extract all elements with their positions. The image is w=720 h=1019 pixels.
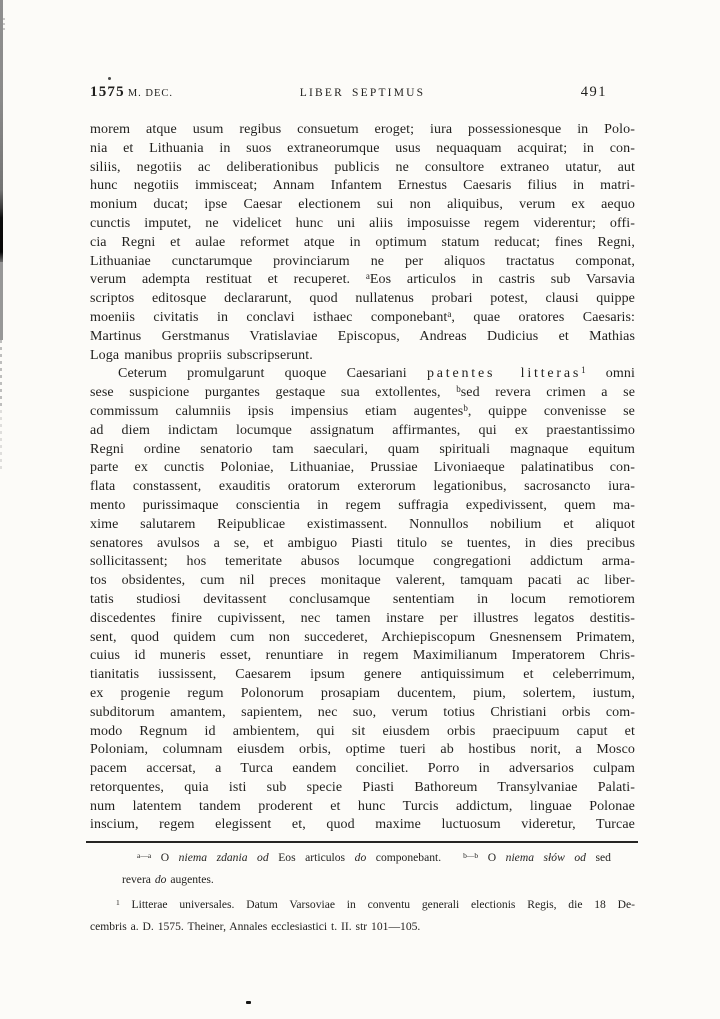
text-segment: pacem accersat, a Turca eandem conciliet. Porro in adversarios culpam: [90, 761, 635, 777]
text-line: [90, 328, 635, 347]
text-line: [122, 869, 611, 891]
paragraph-2: [90, 365, 635, 835]
text-segment: tos obsidentes, cum nil preces monitaque valerent, tamquam pacati ac liber-: [90, 573, 635, 589]
text-segment: moeniis civitatis in conclavi isthaec componebant: [90, 309, 448, 325]
text-segment: morem atque usum regibus consuetum eroget; iura possessionesque in Polo-: [90, 122, 635, 137]
ink-speck-bottom: [246, 1001, 251, 1004]
text-segment: mento purissimaque conscientia in regem suffragia expedivissent, quem ma-: [90, 497, 635, 513]
text-segment: Lithuaniae cunctarumque provinciarum ne per aliquos tractatus componat,: [90, 253, 635, 269]
text-segment: hunc negotiis immisceat; Annam Infantem Ernestus Caesaris filius in matri-: [90, 178, 635, 194]
text-line: [90, 516, 635, 535]
text-segment: xime salutarem Reipublicae existimassent. Nonnullos nobilium et aliquot: [90, 516, 635, 532]
text-segment: Regni ordine senatorio tam saeculari, quam spirituali magnaque equitum: [90, 441, 635, 457]
text-segment: sese suspicione purgantes gestaque sua extollentes,: [90, 385, 457, 401]
text-line: [90, 591, 635, 610]
text-segment: nia et Lithuania in suos extraneorumque usus nequaquam acquirat; in con-: [90, 140, 635, 156]
text-segment: commissum calumniis ipsis impensius etiam augentes: [90, 403, 464, 419]
text-segment: Ceterum promulgarunt quoque Caesariani: [118, 366, 427, 382]
text-line: [90, 497, 635, 516]
text-segment: cia Regni et aulae reformet atque in optimum statum reducat; fines Regni,: [90, 234, 635, 250]
text-segment: O: [151, 851, 179, 864]
text-segment: do: [154, 872, 167, 886]
text-segment: siliis, negotiis ac deliberationibus publicis ne consultore extraneo utatur, aut: [90, 159, 635, 175]
footnote-marker: a: [365, 271, 370, 282]
text-segment: componebant.: [366, 851, 442, 864]
text-line: [90, 610, 635, 629]
footnote-marker: b—b: [463, 850, 479, 860]
text-segment: augentes.: [166, 872, 214, 886]
text-line: [90, 760, 635, 779]
text-segment: Poloniam, columnam eiusdem orbis, optime tueri ab hostibus norit, a Mosco: [90, 742, 635, 758]
footnote-reference: [90, 894, 635, 938]
footnote-marker: a—a: [137, 850, 152, 860]
text-line: [90, 347, 635, 366]
text-segment: Eos articulos: [268, 851, 355, 864]
text-line: [90, 253, 635, 272]
text-segment: sent, quod quidem cum non succederet, Archiepiscopum Gnesnensem Primatem,: [90, 629, 635, 645]
text-line: [90, 629, 635, 648]
text-line: [90, 741, 635, 760]
text-segment: sed: [585, 851, 611, 864]
text-segment: scriptos editosque declararunt, quod nullatenus probari potest, clausi quippe: [90, 291, 635, 307]
text-line: [90, 215, 635, 234]
scan-edge-artifact-ticks: [3, 18, 5, 32]
text-segment: O: [478, 851, 506, 864]
text-line: [90, 159, 635, 178]
footnote-marker: 1: [116, 897, 120, 907]
text-line: [90, 685, 635, 704]
footnote-marker: b: [456, 384, 461, 395]
text-segment: , quae oratores Caesaris:: [451, 309, 635, 325]
text-line: [90, 723, 635, 742]
text-segment: cuius id muneris esset, renuntiare in regem Maximilianum Imperatorem Chris-: [90, 648, 635, 664]
text-segment: sed revera crimen a se: [460, 385, 636, 401]
text-line: [90, 309, 635, 328]
text-line: [90, 647, 635, 666]
text-segment: patentes litteras: [426, 366, 582, 382]
text-segment: modo Regnum id ambientem, qui sit eiusdem orbis praecipuum caput et: [90, 723, 635, 739]
text-line: [90, 916, 635, 938]
text-segment: flata constassent, exauditis oratorum exterorum legationibus, sacrosancto iura-: [90, 479, 635, 495]
text-line: [90, 816, 635, 835]
text-line: [90, 478, 635, 497]
header-date: [90, 83, 265, 101]
page-header: [90, 83, 635, 101]
scan-edge-artifact-dashes: [0, 340, 2, 410]
text-line: [90, 535, 635, 554]
text-segment: [90, 907, 116, 908]
text-line: [90, 441, 635, 460]
footnote-editorial: [122, 847, 611, 891]
text-line: [90, 196, 635, 215]
scan-edge-artifact-dashes-faint: [0, 410, 2, 470]
text-segment: do: [354, 851, 367, 864]
text-segment: tatis studiosi devitassent conclusamque sententiam in locum remotiorem: [90, 591, 635, 607]
paragraph-1: [90, 121, 635, 365]
text-line: [90, 572, 635, 591]
text-segment: ex progenie regum Polonorum prosapiam ducentem, pium, solertem, iustum,: [90, 685, 635, 701]
text-segment: Eos articulos in castris sub Varsavia: [369, 272, 635, 288]
text-line: [90, 422, 635, 441]
text-segment: revera: [122, 872, 155, 886]
text-segment: Litterae universales. Datum Varsoviae in conventu generali electionis Regis, die 18 De-: [119, 898, 635, 911]
text-segment: Loga manibus propriis subscripserunt.: [90, 347, 313, 363]
text-segment: discedentes finire cupivissent, nec tamen instare per illustres legatos destitis-: [90, 610, 635, 626]
header-month-label: M. DEC.: [127, 88, 174, 99]
text-segment: senatores avulsos a se, et ambiguo Piasti titulo se tuentes, in dies precibus: [90, 535, 635, 551]
text-segment: sollicitassent; hos temeritate abusos locumque congregationi addictum arma-: [90, 554, 635, 570]
text-segment: niema zdania od: [178, 851, 269, 864]
scan-edge-artifact-middle: [0, 262, 3, 340]
text-segment: inscium, regem elegissent et, quod maxime luctuosum videretur, Turcae: [90, 817, 635, 833]
text-line: [122, 847, 611, 869]
footnote-marker: 1: [581, 365, 586, 376]
header-book-title: LIBER SEPTIMUS: [299, 87, 426, 99]
text-line: [90, 459, 635, 478]
text-line: [90, 121, 635, 140]
text-segment: parte ex cunctis Poloniae, Lithuaniae, Prussiae Livoniaeque palatinatibus con-: [90, 460, 635, 476]
text-segment: [90, 376, 118, 377]
text-segment: omni: [585, 366, 635, 382]
text-line: [90, 290, 635, 309]
text-segment: Martinus Gerstmanus Vratislaviae Episcopus, Andreas Dudicius et Mathias: [90, 328, 635, 344]
text-segment: [441, 860, 463, 861]
text-segment: , quippe convenisse se: [467, 403, 635, 419]
text-line: [90, 403, 635, 422]
text-line: [90, 779, 635, 798]
text-line: [90, 140, 635, 159]
text-segment: ad diem indictam locumque assignatum affirmantes, qui ex praestantissimo: [90, 422, 635, 438]
text-line: [90, 384, 635, 403]
footnote-rule: [86, 841, 638, 843]
text-line: [90, 798, 635, 817]
text-line: [90, 666, 635, 685]
body-text: [90, 121, 635, 835]
ink-speck-header: [108, 77, 111, 80]
text-segment: cunctis imputet, ne videlicet hunc uni aliis imposuisse regem viderentur; offi-: [90, 215, 635, 231]
scan-edge-artifact-top: [0, 0, 3, 262]
text-line: [90, 271, 635, 290]
text-segment: subditorum amantem, sapientem, nec suo, verum totius Christiani orbis com-: [90, 704, 635, 720]
header-year: 1575: [90, 84, 125, 100]
header-page-number: 491: [580, 84, 607, 100]
text-line: [90, 177, 635, 196]
text-segment: verum adempta restituat et recuperet.: [90, 272, 366, 288]
text-segment: tianitatis iussissent, Caesarem ipsum genere antiquissimum et celeberrimum,: [90, 667, 635, 683]
text-segment: retorquentes, quia isti sub specie Piasti Bathoreum Transylvaniae Palati-: [90, 779, 635, 795]
text-segment: cembris a. D. 1575. Theiner, Annales ecclesiastici t. II. str 101—105.: [90, 919, 421, 933]
text-segment: num latentem tandem proderent et hunc Turcis addictum, linguae Polonae: [90, 798, 635, 814]
footnote-marker: a: [447, 308, 452, 319]
text-segment: [122, 860, 137, 861]
text-line: [90, 704, 635, 723]
text-line: [90, 894, 635, 916]
text-segment: monium ducat; ipse Caesar electionem sui non aliquibus, verum ex aequo: [90, 197, 635, 213]
text-line: [90, 553, 635, 572]
text-segment: niema słów od: [505, 851, 586, 864]
text-line: [90, 365, 635, 384]
text-line: [90, 234, 635, 253]
footnote-marker: b: [463, 402, 468, 413]
